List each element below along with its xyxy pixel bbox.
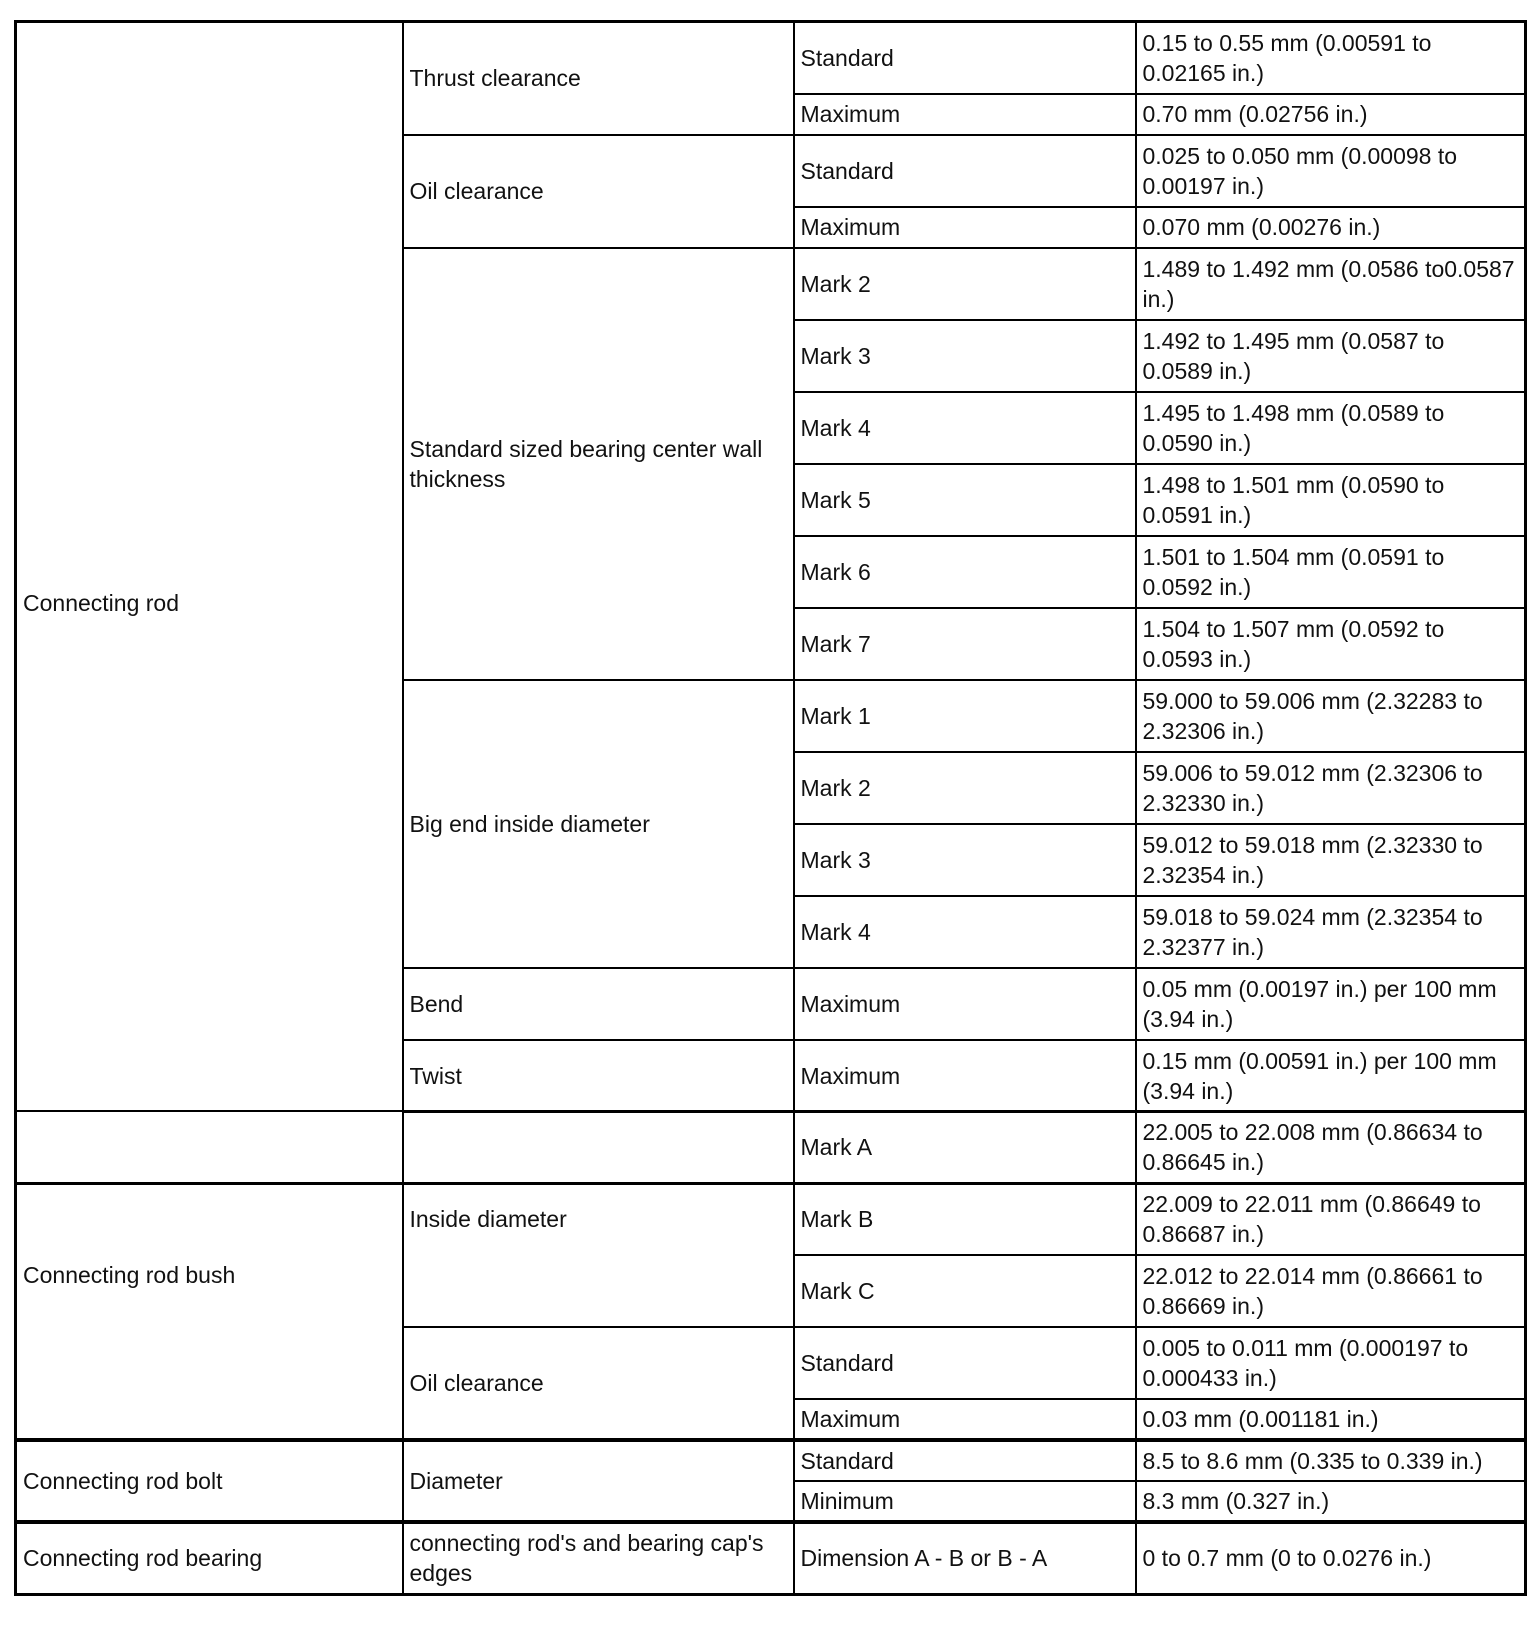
condition-cell: Mark 3 bbox=[794, 320, 1136, 392]
value-cell: 0 to 0.7 mm (0 to 0.0276 in.) bbox=[1136, 1522, 1526, 1594]
value-cell: 1.492 to 1.495 mm (0.0587 to 0.0589 in.) bbox=[1136, 320, 1526, 392]
condition-cell: Maximum bbox=[794, 1399, 1136, 1440]
value-cell: 0.025 to 0.050 mm (0.00098 to 0.00197 in.) bbox=[1136, 135, 1526, 207]
condition-cell: Mark 5 bbox=[794, 464, 1136, 536]
table-row bbox=[16, 1440, 1526, 1481]
value-cell: 0.005 to 0.011 mm (0.000197 to 0.000433 in.) bbox=[1136, 1327, 1526, 1399]
value-cell: 59.006 to 59.012 mm (2.32306 to 2.32330 in.) bbox=[1136, 752, 1526, 824]
param-inside-diameter: Inside diameter bbox=[403, 1111, 794, 1327]
value-cell: 8.3 mm (0.327 in.) bbox=[1136, 1481, 1526, 1522]
param-bearing-center-wall-thickness: Standard sized bearing center wall thickness bbox=[403, 248, 794, 680]
component-connecting-rod-bolt: Connecting rod bolt bbox=[16, 1440, 403, 1522]
param-rod-and-cap-edges: connecting rod's and bearing cap's edges bbox=[403, 1522, 794, 1594]
condition-cell: Maximum bbox=[794, 1040, 1136, 1112]
value-cell: 22.012 to 22.014 mm (0.86661 to 0.86669 in.) bbox=[1136, 1255, 1526, 1327]
value-cell: 59.000 to 59.006 mm (2.32283 to 2.32306 in.) bbox=[1136, 680, 1526, 752]
table-row bbox=[16, 22, 1526, 94]
value-cell: 1.501 to 1.504 mm (0.0591 to 0.0592 in.) bbox=[1136, 536, 1526, 608]
param-bend: Bend bbox=[403, 968, 794, 1040]
condition-cell: Maximum bbox=[794, 94, 1136, 135]
component-connecting-rod: Connecting rod bbox=[16, 22, 403, 1184]
condition-cell: Mark C bbox=[794, 1255, 1136, 1327]
value-cell: 0.05 mm (0.00197 in.) per 100 mm (3.94 in.) bbox=[1136, 968, 1526, 1040]
value-cell: 0.70 mm (0.02756 in.) bbox=[1136, 94, 1526, 135]
value-cell: 22.005 to 22.008 mm (0.86634 to 0.86645 in.) bbox=[1136, 1111, 1526, 1183]
value-cell: 22.009 to 22.011 mm (0.86649 to 0.86687 in.) bbox=[1136, 1183, 1526, 1255]
param-bush-oil-clearance: Oil clearance bbox=[403, 1327, 794, 1440]
value-cell: 1.489 to 1.492 mm (0.0586 to0.0587 in.) bbox=[1136, 248, 1526, 320]
condition-cell: Dimension A - B or B - A bbox=[794, 1522, 1136, 1594]
param-thrust-clearance: Thrust clearance bbox=[403, 22, 794, 135]
condition-cell: Maximum bbox=[794, 968, 1136, 1040]
condition-cell: Mark 2 bbox=[794, 248, 1136, 320]
condition-cell: Standard bbox=[794, 1327, 1136, 1399]
value-cell: 1.495 to 1.498 mm (0.0589 to 0.0590 in.) bbox=[1136, 392, 1526, 464]
value-cell: 1.504 to 1.507 mm (0.0592 to 0.0593 in.) bbox=[1136, 608, 1526, 680]
condition-cell: Maximum bbox=[794, 207, 1136, 248]
spec-sheet bbox=[14, 20, 1524, 1596]
condition-cell: Standard bbox=[794, 1440, 1136, 1481]
param-oil-clearance: Oil clearance bbox=[403, 135, 794, 248]
value-cell: 59.012 to 59.018 mm (2.32330 to 2.32354 in.) bbox=[1136, 824, 1526, 896]
specification-table bbox=[14, 20, 1527, 1185]
condition-cell: Mark 3 bbox=[794, 824, 1136, 896]
table-row bbox=[16, 1522, 1526, 1594]
value-cell: 59.018 to 59.024 mm (2.32354 to 2.32377 in.) bbox=[1136, 896, 1526, 968]
specification-table-continued bbox=[14, 1110, 1527, 1596]
condition-cell: Mark 4 bbox=[794, 896, 1136, 968]
table-row bbox=[16, 1111, 1526, 1183]
condition-cell: Mark 6 bbox=[794, 536, 1136, 608]
value-cell: 8.5 to 8.6 mm (0.335 to 0.339 in.) bbox=[1136, 1440, 1526, 1481]
condition-cell: Mark 7 bbox=[794, 608, 1136, 680]
condition-cell: Standard bbox=[794, 22, 1136, 94]
condition-cell: Mark A bbox=[794, 1111, 1136, 1183]
condition-cell: Standard bbox=[794, 135, 1136, 207]
condition-cell: Mark 4 bbox=[794, 392, 1136, 464]
value-cell: 0.15 to 0.55 mm (0.00591 to 0.02165 in.) bbox=[1136, 22, 1526, 94]
param-big-end-inside-diameter: Big end inside diameter bbox=[403, 680, 794, 968]
condition-cell: Mark 2 bbox=[794, 752, 1136, 824]
param-diameter: Diameter bbox=[403, 1440, 794, 1522]
value-cell: 0.070 mm (0.00276 in.) bbox=[1136, 207, 1526, 248]
value-cell: 0.15 mm (0.00591 in.) per 100 mm (3.94 in.) bbox=[1136, 1040, 1526, 1112]
condition-cell: Mark B bbox=[794, 1183, 1136, 1255]
condition-cell: Minimum bbox=[794, 1481, 1136, 1522]
value-cell: 0.03 mm (0.001181 in.) bbox=[1136, 1399, 1526, 1440]
component-connecting-rod-bush-cell: Connecting rod bush bbox=[16, 1111, 403, 1440]
condition-cell: Mark 1 bbox=[794, 680, 1136, 752]
param-twist: Twist bbox=[403, 1040, 794, 1112]
value-cell: 1.498 to 1.501 mm (0.0590 to 0.0591 in.) bbox=[1136, 464, 1526, 536]
component-connecting-rod-bearing: Connecting rod bearing bbox=[16, 1522, 403, 1594]
